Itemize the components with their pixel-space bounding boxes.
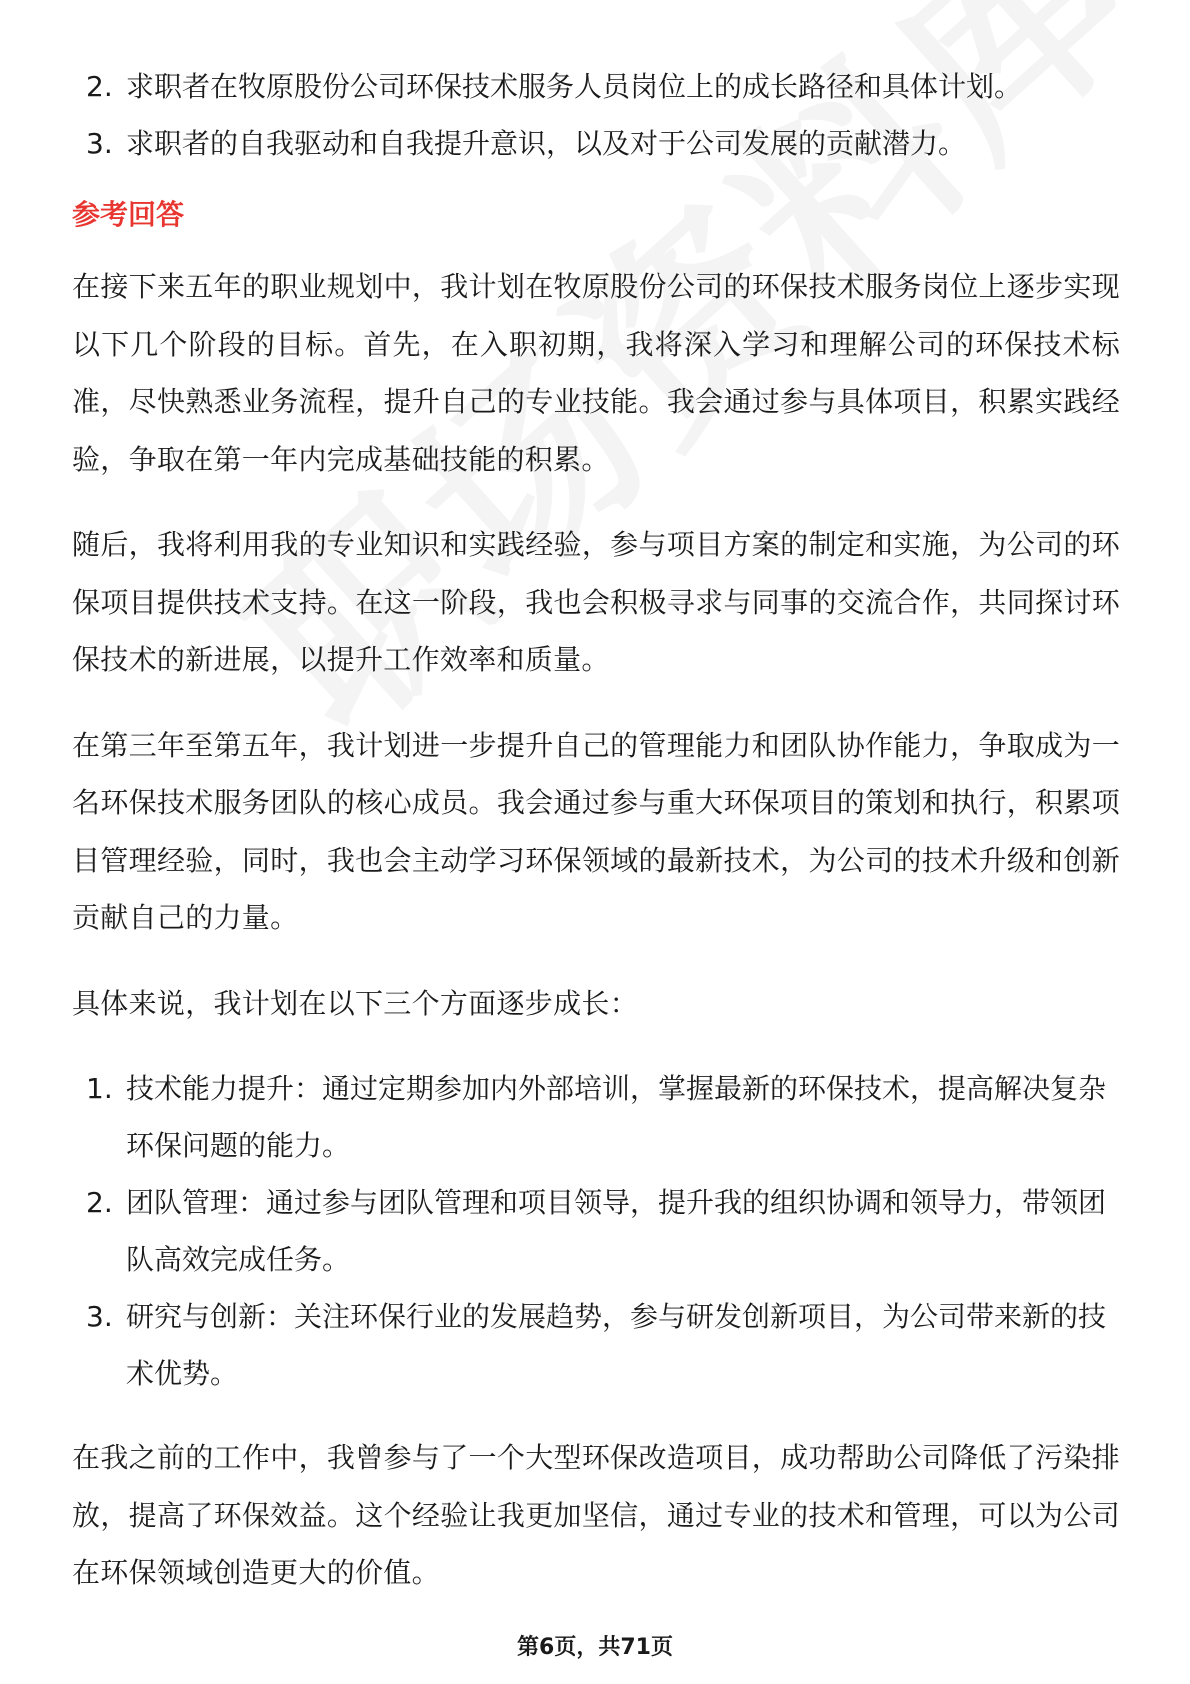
intro-list	[72, 58, 1120, 172]
list-item-text: 求职者在牧原股份公司环保技术服务人员岗位上的成长路径和具体计划。	[126, 70, 1023, 103]
list-item-text: 研究与创新：关注环保行业的发展趋势，参与研发创新项目，为公司带来新的技术优势。	[126, 1300, 1107, 1390]
plan-list	[72, 1060, 1120, 1402]
list-item-text: 团队管理：通过参与团队管理和项目领导，提升我的组织协调和领导力，带领团队高效完成任务。	[126, 1186, 1107, 1276]
page-content	[72, 58, 1120, 1630]
list-item	[72, 1288, 1120, 1402]
list-item	[72, 1060, 1120, 1174]
list-item-number: 2.	[86, 70, 113, 103]
list-item	[72, 58, 1120, 115]
paragraph: 具体来说，我计划在以下三个方面逐步成长：	[72, 986, 639, 1020]
section-heading: 参考回答	[72, 198, 185, 231]
list-item-number: 3.	[86, 127, 113, 160]
list-item	[72, 1174, 1120, 1288]
list-item-text: 技术能力提升：通过定期参加内外部培训，掌握最新的环保技术，提高解决复杂环保问题的能力。	[126, 1072, 1107, 1162]
paragraph: 随后，我将利用我的专业知识和实践经验，参与项目方案的制定和实施，为公司的环保项目提供技术支持。在这一阶段，我也会积极寻求与同事的交流合作，共同探讨环保技术的新进展，以提升工作效率和质量。	[72, 528, 1120, 676]
list-item-number: 1.	[86, 1072, 113, 1105]
closing-paragraph: 在我之前的工作中，我曾参与了一个大型环保改造项目，成功帮助公司降低了污染排放，提高了环保效益。这个经验让我更加坚信，通过专业的技术和管理，可以为公司在环保领域创造更大的价值。	[72, 1441, 1120, 1589]
list-item	[72, 115, 1120, 172]
list-item-number: 2.	[86, 1186, 113, 1219]
list-item-number: 3.	[86, 1300, 113, 1333]
page-footer: 第6页，共71页	[517, 1635, 673, 1660]
list-item-text: 求职者的自我驱动和自我提升意识，以及对于公司发展的贡献潜力。	[126, 127, 967, 160]
paragraph: 在接下来五年的职业规划中，我计划在牧原股份公司的环保技术服务岗位上逐步实现以下几个阶段的目标。首先，在入职初期，我将深入学习和理解公司的环保技术标准，尽快熟悉业务流程，提升自己的专业技能。我会通过参与具体项目，积累实践经验，争取在第一年内完成基础技能的积累。	[72, 270, 1120, 476]
paragraph: 在第三年至第五年，我计划进一步提升自己的管理能力和团队协作能力，争取成为一名环保技术服务团队的核心成员。我会通过参与重大环保项目的策划和执行，积累项目管理经验，同时，我也会主动学习环保领域的最新技术，为公司的技术升级和创新贡献自己的力量。	[72, 728, 1120, 934]
